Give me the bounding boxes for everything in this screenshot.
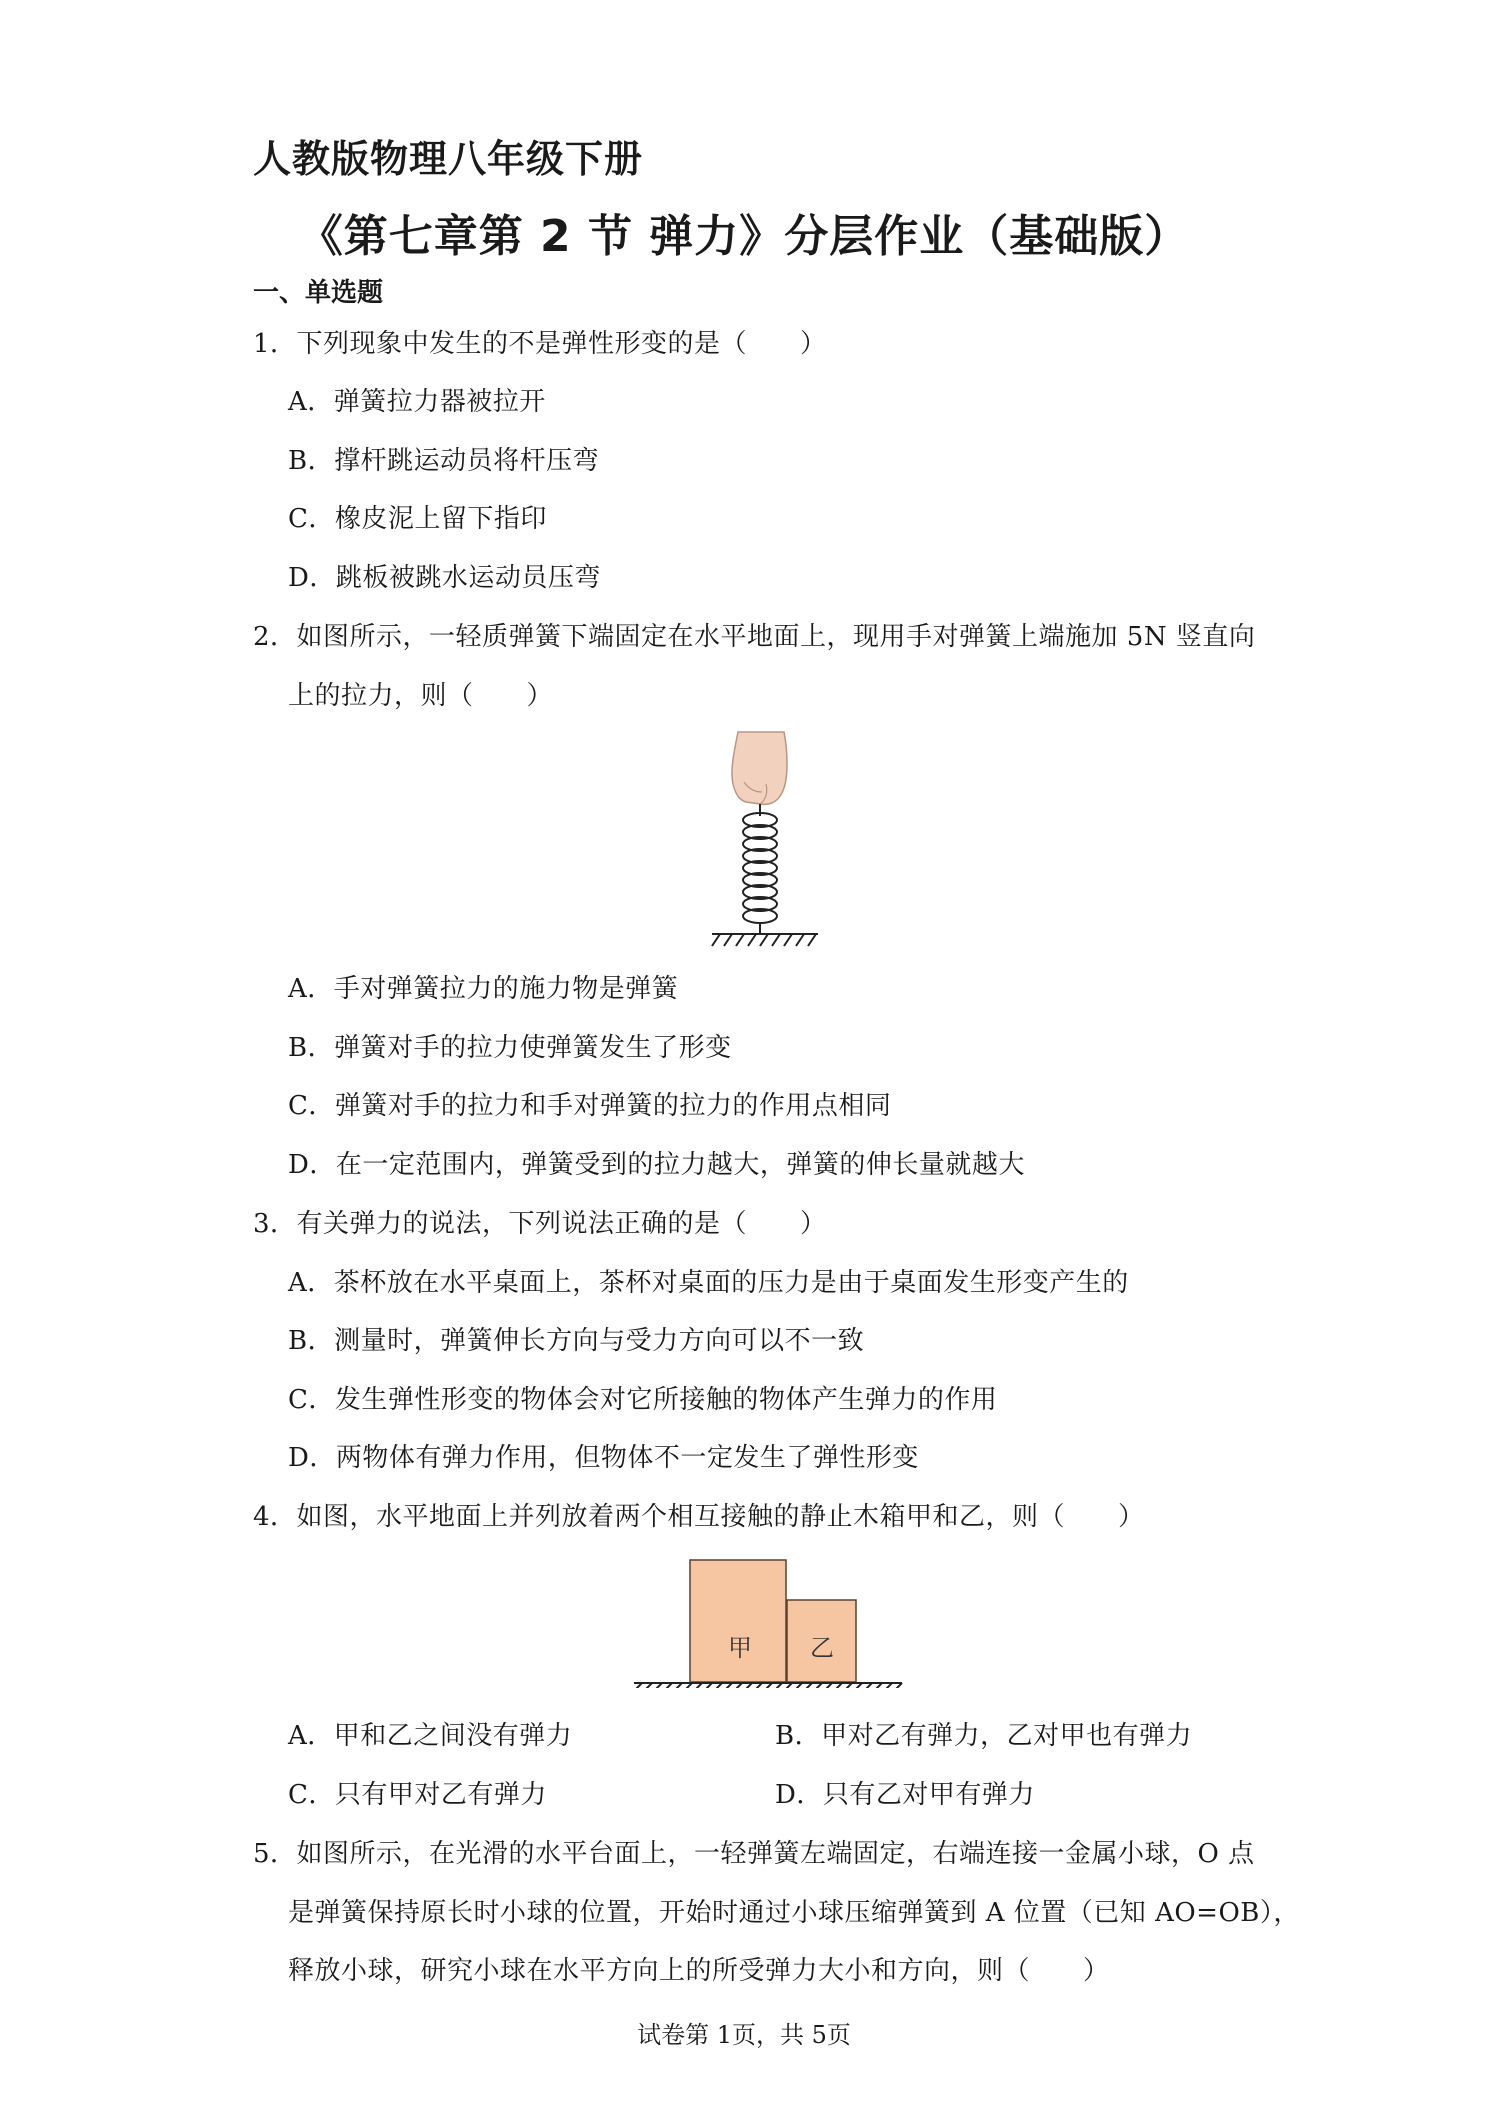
question-1-option-b: B．撑杆跳运动员将杆压弯 [288, 446, 600, 476]
question-5-stem-line1: 5．如图所示，在光滑的水平台面上，一轻弹簧左端固定，右端连接一金属小球，O 点 [253, 1839, 1255, 1869]
question-5-stem-line2: 是弹簧保持原长时小球的位置，开始时通过小球压缩弹簧到 A 位置（已知 AO=OB）， [288, 1898, 1300, 1928]
box-yi-label: 乙 [810, 1634, 834, 1662]
question-4-option-d: D．只有乙对甲有弹力 [775, 1780, 1035, 1810]
question-1-stem: 1．下列现象中发生的不是弹性形变的是（ ） [253, 329, 827, 359]
page-footer: 试卷第 1页，共 5页 [637, 2021, 851, 2049]
question-1-option-c: C．橡皮泥上留下指印 [288, 504, 547, 534]
question-2-option-c: C．弹簧对手的拉力和手对弹簧的拉力的作用点相同 [288, 1091, 892, 1121]
question-4-option-b: B．甲对乙有弹力，乙对甲也有弹力 [775, 1721, 1193, 1751]
section-heading: 一、单选题 [253, 278, 384, 308]
question-2-option-a: A．手对弹簧拉力的施力物是弹簧 [288, 974, 679, 1004]
question-3-option-c: C．发生弹性形变的物体会对它所接触的物体产生弹力的作用 [288, 1385, 998, 1415]
question-1-option-a: A．弹簧拉力器被拉开 [288, 387, 546, 417]
question-2-stem-line1: 2．如图所示，一轻质弹簧下端固定在水平地面上，现用手对弹簧上端施加 5N 竖直向 [253, 622, 1256, 652]
question-3-option-a: A．茶杯放在水平桌面上，茶杯对桌面的压力是由于桌面发生形变产生的 [288, 1268, 1129, 1298]
question-4-stem: 4．如图，水平地面上并列放着两个相互接触的静止木箱甲和乙，则（ ） [253, 1502, 1145, 1532]
box-jia-label: 甲 [728, 1634, 752, 1662]
boxes-figure [632, 1556, 904, 1688]
question-2-stem-line2: 上的拉力，则（ ） [288, 681, 554, 711]
question-1-option-d: D．跳板被跳水运动员压弯 [288, 563, 601, 593]
question-2-option-b: B．弹簧对手的拉力使弹簧发生了形变 [288, 1033, 732, 1063]
ground-icon [712, 934, 818, 946]
question-4-option-a: A．甲和乙之间没有弹力 [288, 1721, 573, 1751]
question-4-option-c: C．只有甲对乙有弹力 [288, 1780, 547, 1810]
hand-spring-figure [700, 722, 830, 957]
question-5-stem-line3: 释放小球，研究小球在水平方向上的所受弹力大小和方向，则（ ） [288, 1956, 1110, 1986]
header-line1: 人教版物理八年级下册 [253, 137, 644, 181]
spring-icon [743, 813, 777, 934]
hand-icon [732, 732, 787, 804]
question-2-option-d: D．在一定范围内，弹簧受到的拉力越大，弹簧的伸长量就越大 [288, 1150, 1025, 1180]
box-jia [690, 1560, 786, 1682]
page-title: 《第七章第 2 节 弹力》分层作业（基础版） [298, 211, 1190, 262]
question-3-stem: 3．有关弹力的说法，下列说法正确的是（ ） [253, 1209, 827, 1239]
question-3-option-b: B．测量时，弹簧伸长方向与受力方向可以不一致 [288, 1326, 865, 1356]
question-3-option-d: D．两物体有弹力作用，但物体不一定发生了弹性形变 [288, 1443, 919, 1473]
ground-icon [634, 1683, 902, 1688]
